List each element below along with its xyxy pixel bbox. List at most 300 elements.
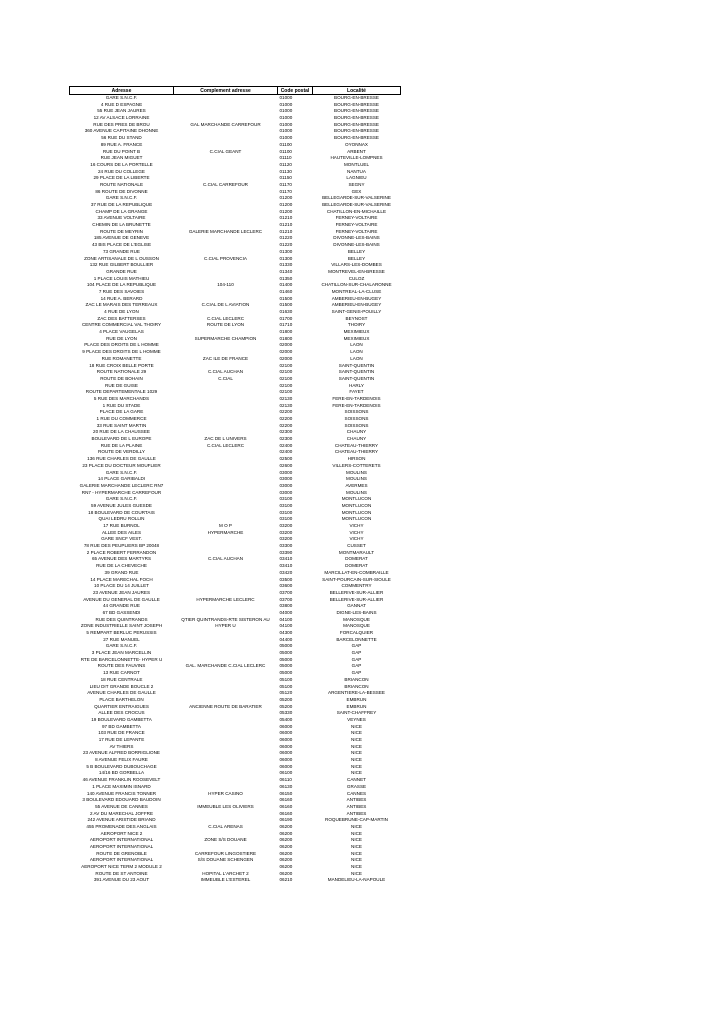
cell-complement (174, 142, 278, 149)
cell-code-postal: 02000 (279, 355, 293, 361)
cell-complement (174, 710, 278, 717)
table-row (70, 169, 401, 176)
cell-localite: ROQUEBRUNE-CAP-MARTIN (325, 817, 388, 823)
cell-complement (174, 289, 278, 296)
cell-complement (174, 684, 278, 691)
cell-complement (174, 570, 278, 577)
cell-localite: HAUTEVILLE-LOMPNES (330, 155, 383, 161)
cell-adresse: QUARTIER ENTRAIGUES (94, 703, 149, 709)
cell-code-postal: 06130 (279, 783, 293, 789)
cell-complement (174, 670, 278, 677)
table-row (70, 523, 401, 530)
cell-localite: SAINT-POURCAIN-SUR-SIOULE (322, 576, 391, 582)
cell-localite: MEXIMIEUX (343, 329, 370, 335)
cell-localite: NICE (351, 770, 362, 776)
cell-complement (174, 429, 278, 436)
cell-localite: CULOZ (348, 275, 365, 281)
table-row (70, 289, 401, 296)
cell-code-postal: 06000 (279, 743, 293, 749)
cell-adresse: AEROPORT NICE 2 (100, 830, 143, 836)
cell-code-postal: 06000 (279, 730, 293, 736)
cell-adresse: 14 PLACE MARECHAL FOCH (90, 576, 153, 582)
cell-complement (174, 262, 278, 269)
cell-adresse: 33 AVENUE VOLTAIRE (97, 215, 146, 221)
table-body (70, 95, 401, 885)
cell-adresse: 86 ROUTE DE DIVONNE (95, 188, 148, 194)
table-row (70, 590, 401, 597)
cell-localite: NICE (351, 723, 362, 729)
table-row (70, 637, 401, 644)
cell-complement (174, 550, 278, 557)
cell-complement (174, 363, 278, 370)
table-row (70, 650, 401, 657)
table-row (70, 877, 401, 884)
cell-localite: VEYNES (347, 716, 366, 722)
table-row (70, 322, 401, 329)
table-row (70, 215, 401, 222)
cell-complement (174, 737, 278, 744)
cell-code-postal: 06110 (279, 777, 292, 783)
cell-complement (174, 697, 278, 704)
cell-adresse: 455 PROMENADE DES ANGLAIS (86, 823, 157, 829)
cell-complement (174, 162, 278, 169)
cell-code-postal: 05400 (279, 716, 293, 722)
cell-adresse: 20 RUE DE LA CHAUSSEE (93, 429, 150, 435)
table-row (70, 296, 401, 303)
cell-adresse: ZAC LE MARAIS DES TERREAUX (85, 302, 158, 308)
cell-adresse: 391 AVENUE DU 23 AOUT (93, 877, 150, 883)
cell-code-postal: 05000 (279, 663, 293, 669)
table-row (70, 617, 401, 624)
cell-code-postal: 02300 (279, 429, 293, 435)
cell-adresse: 16 COURS DE LA PORTELLE (90, 161, 153, 167)
table-row (70, 610, 401, 617)
cell-adresse: 27 RUE MANUEL (103, 636, 140, 642)
cell-code-postal: 01800 (279, 335, 293, 341)
cell-complement (174, 630, 278, 637)
table-row (70, 383, 401, 390)
header-localite: Localité (313, 87, 401, 95)
cell-localite: SOISSONS (344, 416, 369, 421)
cell-adresse: 14/16 BD GORBELLA (98, 770, 145, 776)
cell-complement (174, 603, 278, 610)
cell-localite: SAINT-QUENTIN (338, 362, 375, 368)
cell-localite: MONTREAL-LA-CLUSE (331, 288, 382, 294)
cell-complement: HYPER U (215, 623, 236, 629)
cell-code-postal: 01800 (279, 329, 293, 335)
cell-localite: NICE (351, 737, 362, 742)
cell-code-postal: 02100 (279, 382, 293, 388)
cell-code-postal: 06160 (279, 797, 293, 803)
cell-adresse: 1 RUE DU COMMERCE (96, 416, 147, 421)
cell-complement (174, 831, 278, 838)
cell-code-postal: 01460 (279, 288, 293, 294)
cell-code-postal: 01130 (279, 168, 292, 174)
table-row (70, 764, 401, 771)
table-row (70, 349, 401, 356)
cell-complement: C.CIAL AUCHAN (207, 369, 244, 375)
cell-complement (174, 690, 278, 697)
cell-code-postal: 06000 (279, 763, 293, 769)
cell-complement (174, 215, 278, 222)
cell-complement (174, 342, 278, 349)
table-row (70, 784, 401, 791)
cell-complement (174, 463, 278, 470)
cell-code-postal: 01220 (279, 242, 293, 248)
cell-adresse: AEROPORT INTERNATIONAL (89, 837, 154, 843)
table-row (70, 363, 401, 370)
cell-complement: C.CIAL LECLERC (206, 315, 245, 321)
cell-adresse: 23 AVENUE ALFRED BORRIGLIONE (82, 750, 160, 756)
cell-adresse: 65 AVENUE DES MARTYRS (91, 556, 152, 562)
table-row (70, 456, 401, 463)
cell-complement (174, 643, 278, 650)
table-row (70, 623, 401, 630)
cell-adresse: 10 PLACE DU 14 JUILLET (94, 583, 149, 589)
cell-code-postal: 02200 (279, 416, 293, 421)
table-row (70, 530, 401, 537)
cell-complement (174, 235, 278, 242)
cell-localite: GAP (351, 663, 362, 669)
cell-adresse: PLACE DE LA GARE (99, 409, 144, 415)
cell-code-postal: 05000 (279, 650, 293, 656)
cell-complement: ZAC DE L UNIVERS (204, 436, 247, 442)
cell-adresse: RUE ROMANETTE (101, 355, 142, 361)
cell-adresse: ROUTE DE ST ANTOINE (95, 870, 148, 876)
cell-complement (174, 155, 278, 162)
table-row (70, 155, 401, 162)
cell-adresse: 136 RUE CHARLES DE GAULLE (87, 456, 156, 462)
cell-adresse: 103 RUE DE FRANCE (98, 730, 145, 736)
cell-localite: COMMENTRY (341, 583, 372, 589)
cell-adresse: 5 RUE DES MARCHANDS (93, 395, 150, 401)
cell-code-postal: 05200 (279, 703, 293, 709)
cell-code-postal: 01210 (279, 215, 293, 221)
cell-code-postal: 06200 (279, 823, 293, 829)
cell-complement (174, 757, 278, 764)
cell-complement (174, 583, 278, 590)
cell-complement (174, 276, 278, 283)
cell-complement (174, 744, 278, 751)
cell-adresse: 5 REMPART BERLUC PERUSSIS (86, 630, 157, 635)
cell-complement (174, 797, 278, 804)
cell-code-postal: 05120 (279, 690, 293, 696)
cell-adresse: 185 AVENUE DE GENEVE (93, 235, 150, 241)
cell-complement (174, 483, 278, 490)
table-row (70, 804, 401, 811)
cell-adresse: 242 AVENUE ARISTIDE BRIAND (87, 817, 156, 823)
cell-code-postal: 01100 (279, 148, 292, 154)
table-row (70, 556, 401, 563)
table-row (70, 342, 401, 349)
cell-adresse: 89 RUE A. FRANCE (100, 141, 143, 147)
cell-complement: C.CIAL CARREFOUR (202, 181, 248, 187)
cell-localite: NICE (351, 743, 362, 749)
table-row (70, 449, 401, 456)
table-header (70, 87, 401, 95)
cell-code-postal: 01220 (279, 235, 293, 241)
cell-code-postal: 02000 (279, 342, 293, 348)
cell-adresse: ALLEE DES AILES (101, 529, 142, 535)
cell-adresse: ZONE ARTISANALE DE L OUSSON (84, 255, 159, 261)
cell-localite: BOURG-EN-BRESSE (334, 121, 379, 127)
cell-complement (174, 536, 278, 543)
cell-complement: C.CIAL AUCHAN (207, 556, 244, 562)
cell-localite: NANTUA (347, 168, 366, 174)
cell-localite: GAP (351, 656, 362, 662)
cell-localite: MONTMARAULT (338, 549, 375, 555)
table-row (70, 115, 401, 122)
cell-complement (174, 590, 278, 597)
cell-localite: BELLERIVE-SUR-ALLIER (329, 596, 384, 602)
cell-complement (174, 503, 278, 510)
cell-code-postal: 01000 (279, 128, 293, 134)
cell-adresse: GARE S.N.C.F. (105, 469, 138, 475)
cell-code-postal: 01350 (279, 275, 293, 281)
cell-code-postal: 06160 (279, 803, 293, 809)
cell-localite: LAON (350, 349, 363, 355)
cell-localite: ANTIBES (346, 810, 367, 816)
table-row (70, 128, 401, 135)
cell-complement: C.CIAL (218, 375, 233, 381)
cell-localite: VICHY (349, 536, 364, 542)
cell-complement (174, 128, 278, 135)
cell-complement (174, 242, 278, 249)
cell-localite: CHATILLON-EN-MICHAILLE (326, 208, 387, 214)
cell-complement (174, 811, 278, 818)
cell-adresse: RUE DE GUISE (105, 382, 138, 388)
table-row (70, 389, 401, 396)
table-row (70, 750, 401, 757)
cell-localite: CANNET (347, 777, 366, 783)
cell-complement (174, 650, 278, 657)
cell-code-postal: 01000 (279, 101, 293, 107)
cell-localite: GAP (351, 650, 362, 656)
table-row (70, 470, 401, 477)
cell-complement (174, 543, 278, 550)
cell-localite: CUSSET (347, 543, 366, 549)
cell-localite: LAGNIEU (346, 175, 367, 181)
cell-adresse: ROUTE NATIONALE (99, 181, 144, 187)
cell-complement (174, 115, 278, 122)
cell-code-postal: 05100 (279, 683, 293, 689)
cell-localite: AVERMES (345, 482, 368, 488)
cell-complement (174, 817, 278, 824)
table-row (70, 643, 401, 650)
cell-code-postal: 01710 (279, 322, 293, 328)
cell-complement (174, 202, 278, 209)
cell-localite: SAINT-QUENTIN (338, 369, 375, 375)
cell-localite: ANTIBES (346, 797, 367, 803)
cell-localite: BOURG-EN-BRESSE (334, 101, 379, 107)
table-row (70, 149, 401, 156)
table-row (70, 630, 401, 637)
cell-localite: GANNAT (347, 603, 366, 609)
cell-complement: C.CIAL PROVENCIA (204, 255, 247, 261)
cell-complement (174, 416, 278, 423)
cell-code-postal: 02130 (279, 402, 293, 408)
cell-complement (174, 677, 278, 684)
table-row (70, 724, 401, 731)
table-row (70, 744, 401, 751)
cell-code-postal: 05000 (279, 670, 293, 676)
table-row (70, 844, 401, 851)
cell-adresse: 1 PLACE LOUIS MATHIEU (93, 275, 150, 281)
cell-complement (174, 349, 278, 356)
table-row (70, 697, 401, 704)
table-row (70, 108, 401, 115)
cell-adresse: AEROPORT INTERNATIONAL (89, 844, 154, 849)
table-row (70, 235, 401, 242)
cell-localite: VILLERS-COTTERETS (332, 462, 381, 468)
cell-adresse: 12 AV ALSACE LORRAINE (93, 115, 150, 121)
cell-adresse: 18 BOULEVARD DE COURTAIS (88, 509, 155, 515)
cell-adresse: 14 RUE A. BERARD (100, 295, 143, 301)
table-row (70, 737, 401, 744)
cell-code-postal: 02100 (279, 389, 293, 395)
cell-code-postal: 06200 (279, 864, 293, 870)
cell-complement (174, 476, 278, 483)
cell-code-postal: 01150 (279, 175, 292, 181)
table-row (70, 463, 401, 470)
cell-complement: SUPERMARCHE CHAMPION (194, 335, 257, 341)
table-row (70, 797, 401, 804)
cell-complement (174, 770, 278, 777)
cell-localite: NICE (351, 870, 362, 876)
cell-localite: EMBRUN (346, 703, 367, 709)
cell-complement (174, 309, 278, 316)
cell-code-postal: 01000 (278, 95, 313, 102)
table-row (70, 242, 401, 249)
cell-code-postal: 01300 (279, 248, 293, 254)
cell-adresse: 8 AVENUE FELIX FAURE (95, 757, 148, 763)
cell-code-postal: 06000 (279, 737, 293, 742)
address-sheet (69, 86, 400, 884)
table-row (70, 256, 401, 263)
cell-localite: NICE (351, 750, 362, 756)
cell-adresse: RUE DE LYON (106, 335, 137, 341)
cell-complement (174, 724, 278, 731)
table-row (70, 403, 401, 410)
table-row (70, 570, 401, 577)
cell-adresse: 18 RUE CENTRALE (100, 676, 143, 682)
cell-complement (174, 135, 278, 142)
cell-localite: DIGNE-LES-BAINS (336, 609, 377, 615)
cell-localite: BOURG-EN-BRESSE (313, 95, 401, 102)
cell-code-postal: 02400 (279, 442, 293, 448)
cell-code-postal: 03000 (279, 476, 293, 482)
cell-code-postal: 06160 (279, 810, 293, 816)
table-row (70, 543, 401, 550)
cell-localite: BARCELONNETTE (336, 636, 377, 642)
cell-localite: NICE (351, 830, 362, 836)
table-row (70, 309, 401, 316)
cell-adresse: 5 B BOULEVARD DUBOUCHAGE (86, 763, 157, 769)
table-row (70, 182, 401, 189)
table-row (70, 770, 401, 777)
cell-adresse: ROUTE DE BOHAIN (100, 375, 143, 381)
cell-complement (174, 610, 278, 617)
cell-adresse: 3 BOULEVARD EDOUARD BAUDOIN (82, 797, 161, 803)
cell-adresse: GALERIE MARCHANDE LECLERC RN7 (79, 482, 164, 488)
cell-adresse: 37 RUE DE LA REPUBLIQUE (90, 202, 153, 207)
cell-code-postal: 02400 (279, 449, 293, 455)
cell-localite: BOURG-EN-BRESSE (334, 108, 379, 114)
cell-code-postal: 03600 (279, 583, 293, 589)
cell-code-postal: 01630 (279, 309, 293, 314)
cell-adresse: GARE S.N.C.F. (105, 496, 138, 502)
table-row (70, 416, 401, 423)
cell-adresse: RUE DE LA PLAINE (100, 442, 143, 448)
table-row (70, 603, 401, 610)
table-row (70, 376, 401, 383)
cell-localite: CANNES (346, 790, 367, 796)
cell-code-postal: 04100 (279, 623, 293, 629)
cell-adresse: 73 GRANDE RUE (102, 248, 140, 254)
cell-complement (174, 195, 278, 202)
cell-complement (174, 563, 278, 570)
cell-localite: BEYNOST (345, 315, 368, 321)
cell-code-postal: 02200 (279, 409, 293, 415)
cell-adresse: 29 PLACE DE LA LIBERTE (93, 175, 150, 181)
table-row (70, 496, 401, 503)
cell-localite: SEGNY (348, 181, 365, 187)
cell-code-postal: 03390 (279, 549, 293, 555)
table-row (70, 817, 401, 824)
table-row (70, 336, 401, 343)
table-row (70, 135, 401, 142)
cell-complement (174, 423, 278, 430)
table-row (70, 677, 401, 684)
table-row (70, 356, 401, 363)
cell-code-postal: 02000 (279, 349, 293, 355)
cell-complement: 104-110 (217, 282, 234, 288)
cell-code-postal: 06100 (279, 770, 293, 776)
cell-localite: DOMERAT (345, 563, 368, 569)
cell-localite: GAP (351, 643, 362, 649)
cell-adresse: 9 PLACE DES DROITS DE L HOMME (82, 349, 161, 355)
header-row (70, 87, 401, 95)
cell-adresse: 59 AVENUE JULES GUESDE (91, 502, 152, 508)
table-row (70, 657, 401, 664)
cell-adresse: GARE S.N.C.F. (70, 95, 174, 102)
cell-complement (174, 269, 278, 276)
cell-adresse: ROUTE NATIONALE 29 (96, 369, 147, 375)
cell-complement (174, 496, 278, 503)
header-adresse: Adresse (70, 87, 174, 95)
cell-adresse: 1 PLACE MAXIMIN ISNARD (92, 783, 151, 789)
cell-localite: AMBERIEU-EN-BUGEY (331, 302, 382, 308)
cell-code-postal: 01000 (279, 135, 293, 141)
cell-adresse: ROUTE DEPARTEMENTALE 1029 (85, 389, 158, 395)
cell-complement (174, 577, 278, 584)
cell-code-postal: 03800 (279, 603, 293, 609)
cell-complement: CARREFOUR LINGOSTIERE (194, 850, 257, 856)
cell-adresse: 55 RUE JEAN JAURES (97, 108, 146, 114)
cell-code-postal: 02500 (279, 456, 293, 462)
table-row (70, 396, 401, 403)
table-row (70, 791, 401, 798)
cell-adresse: 19 BOULEVARD GAMBETTA (91, 716, 152, 722)
cell-localite: MONTLUCON (341, 509, 372, 515)
cell-complement: GALERIE MARCHANDE LECLERC (188, 228, 263, 234)
cell-localite: VICHY (349, 523, 364, 528)
cell-adresse: RUE DES PRES DE BROU (93, 121, 150, 127)
header-complement-adresse: Complement adresse (174, 87, 278, 95)
table-row (70, 563, 401, 570)
cell-localite: BRIANCON (344, 676, 369, 682)
cell-code-postal: 03200 (279, 523, 293, 528)
